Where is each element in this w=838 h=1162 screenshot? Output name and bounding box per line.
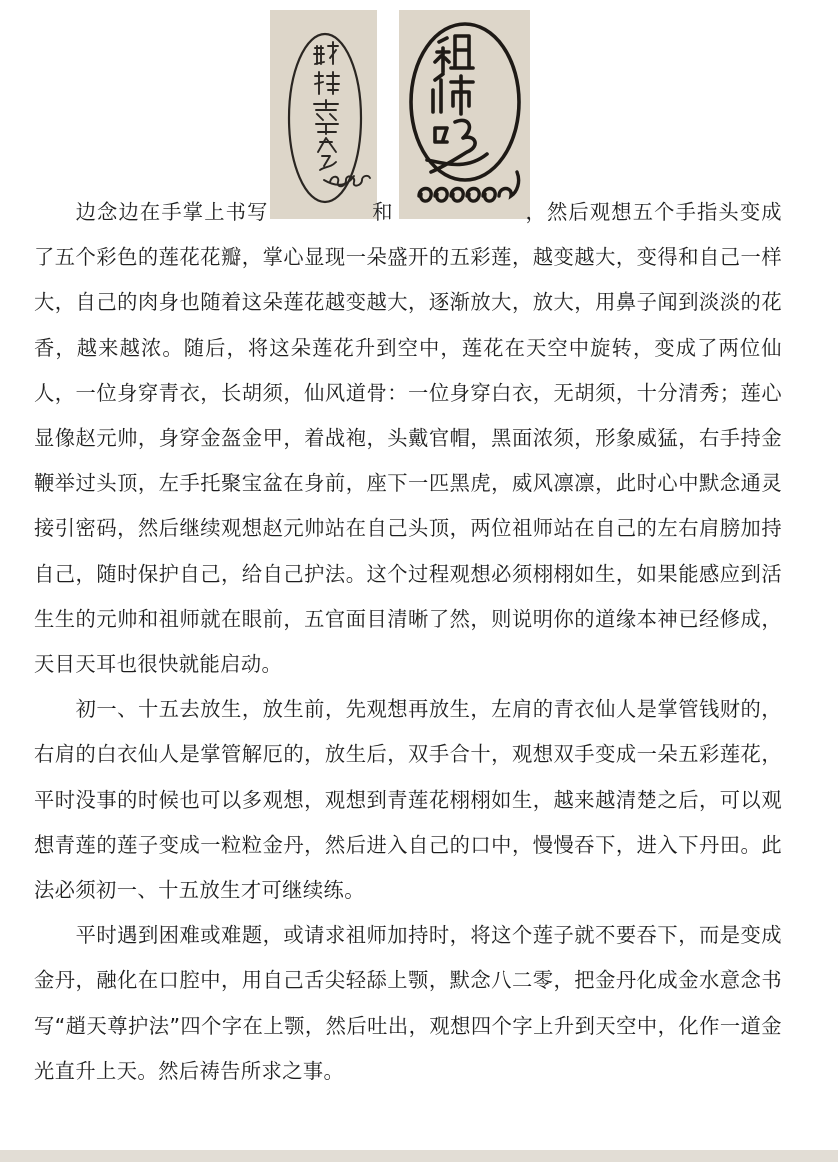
article-body (34, 190, 782, 1094)
talisman-caishen-icon (270, 10, 377, 219)
paragraph-1-lead: 边念边在手掌上书写 (75, 200, 269, 224)
paragraph-1-conjunction: 和 (371, 200, 394, 224)
paragraph-3: 平时遇到困难或难题，或请求祖师加持时，将这个莲子就不要吞下，而是变成金丹，融化在口腔中，用自己舌尖轻舔上颚，默念八二零，把金丹化成金水意念书写“趙天尊护法”四个字在上颚，然后吐出，观想四个字上升到天空中，化作一道金光直升上天。然后祷告所求之事。 (34, 923, 782, 1083)
talisman-zushi-icon (399, 10, 530, 219)
paragraph-1-body: ，然后观想五个手指头变成了五个彩色的莲花花瓣，掌心显现一朵盛开的五彩莲，越变越大，变得和自己一样大，自己的肉身也随着这朵莲花越变越大，逐渐放大，放大，用鼻子闻到淡淡的花香，越来越浓。随后，将这朵莲花升到空中，莲花在天空中旋转，变成了两位仙人，一位身穿青衣，长胡须，仙风道骨：一位身穿白衣，无胡须，十分清秀；莲心显像赵元帅，身穿金盔金甲，着战袍，头戴官帽，黑面浓须，形象威猛，右手持金鞭举过头顶，左手托聚宝盆在身前，座下一匹黑虎，威风凛凛，此时心中默念通灵接引密码，然后继续观想赵元帅站在自己头顶，两位祖师站在自己的左右肩膀加持自己，随时保护自己，给自己护法。这个过程观想必须栩栩如生，如果能感应到活生生的元帅和祖师就在眼前，五官面目清晰了然，则说明你的道缘本神已经修成，天目天耳也很快就能启动。 (34, 200, 782, 677)
talisman-caishen-image (270, 10, 377, 219)
paragraph-1 (34, 190, 782, 687)
paragraph-2: 初一、十五去放生，放生前，先观想再放生，左肩的青衣仙人是掌管钱财的，右肩的白衣仙人是掌管解厄的，放生后，双手合十，观想双手变成一朵五彩莲花，平时没事的时候也可以多观想，观想到青莲花栩栩如生，越来越清楚之后，可以观想青莲的莲子变成一粒粒金丹，然后进入自己的口中，慢慢吞下，进入下丹田。此法必须初一、十五放生才可继续练。 (34, 697, 782, 903)
talisman-zushi-image (399, 10, 530, 219)
bottom-divider (0, 1150, 838, 1162)
